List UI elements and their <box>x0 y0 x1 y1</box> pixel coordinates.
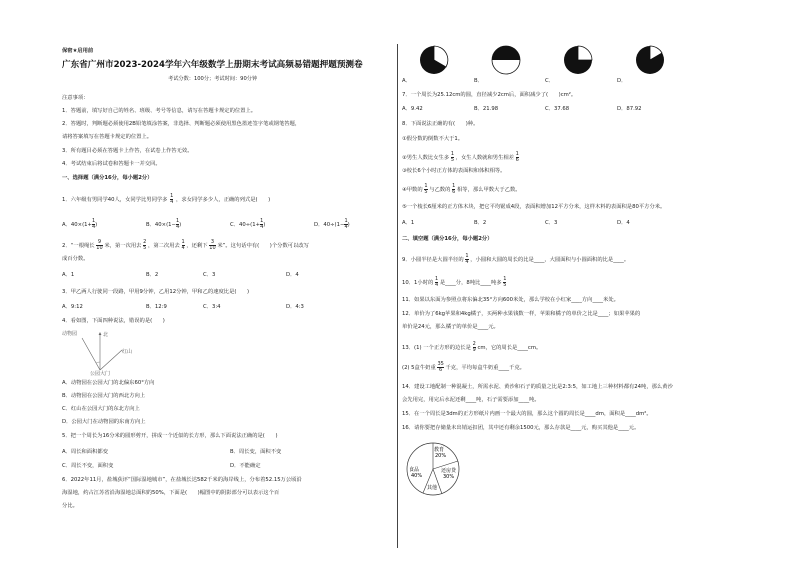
pie-option-b[interactable] <box>492 46 520 74</box>
q2-question: 2．“一根绳长 $\frac{9}{10}$ 米，第一次用去 $\frac{2}{5}$ ，第二次用去 $\frac{1}{4}$ ，还剩下 $\frac{3}{10}$ 米”。这句话中有( )个分数可以改写 <box>62 239 309 251</box>
q14-question: 14．建设工地配制一种混凝土，所需水泥、黄沙和石子的质量之比是2:3:5，如工地上三种材料都有24吨，那么黄沙 <box>402 384 673 390</box>
pie-label-food: 食品 <box>409 467 420 473</box>
q6-option-d[interactable]: D． <box>617 78 627 84</box>
page-divider <box>397 44 398 548</box>
q4-option-c[interactable]: C．红山在公园大门的东北方向上 <box>62 406 140 412</box>
q6-question-line3: 分比。 <box>62 503 78 509</box>
north-label: 北 <box>103 332 109 338</box>
q1-option-a[interactable]: A．40×(1+ $\frac{1}{4}$ ) <box>62 218 98 230</box>
q7-option-d[interactable]: D．87.92 <box>617 106 642 112</box>
q1-option-c[interactable]: C．40÷(1+ $\frac{1}{4}$ ) <box>230 218 266 230</box>
q1-question: 1．六年级有男同学40人，女同学比男同学多 $\frac{1}{4}$ ，求女同学多少人，正确的列式是( ) <box>62 193 271 205</box>
q5-option-b[interactable]: B．周长变，面积不变 <box>230 449 282 455</box>
q2-option-d[interactable]: D．4 <box>286 272 299 278</box>
q4-question: 4．看如图，下面四种说法，错误的是( ) <box>62 318 165 324</box>
q12-question-cont: 单价是24元，那么橘子的单价是____元。 <box>402 324 499 330</box>
q3-question: 3．甲乙两人行驶同一段路，甲用9分钟，乙用12分钟，甲和乙的速度比是( ) <box>62 289 250 295</box>
q8-item-3: ③校长6个小时正方体的表面积和体积相等。 <box>402 168 506 174</box>
pie-value-mortgage: 30% <box>443 474 455 480</box>
q1-option-b[interactable]: B．40×(1− $\frac{1}{4}$ ) <box>146 218 182 230</box>
note-line: 请将答案填写在答题卡规定的位置上。 <box>62 134 153 140</box>
q8-option-a[interactable]: A．1 <box>402 220 415 226</box>
q7-option-c[interactable]: C．37.68 <box>545 106 570 112</box>
zoo-direction-line <box>82 338 100 370</box>
page-title: 广东省广州市2023-2024学年六年级数学上册期末考试高频易错题押题预测卷 <box>62 60 363 70</box>
q10-question: 10．1小时的 $\frac{1}{4}$ 是____分，8吨比____吨多 $\frac{1}{5}$ <box>402 276 507 288</box>
mountain-label: 红山 <box>122 349 133 355</box>
q6-option-b[interactable]: B． <box>474 78 483 84</box>
pie-option-c[interactable] <box>564 46 592 74</box>
pie-option-d[interactable] <box>636 46 664 74</box>
secret-mark: 保密★启用前 <box>62 48 94 54</box>
q6-option-a[interactable]: A． <box>402 78 411 84</box>
q8-option-c[interactable]: C．3 <box>545 220 558 226</box>
pie-label-other: 其他 <box>427 485 438 491</box>
q16-question: 16．请你要把存储量未出销运扣团，其中还有剩余1500元，那么存款是____元，购买其他是____元。 <box>402 425 640 431</box>
fraction: $\frac{1}{4}$ <box>170 193 174 205</box>
q7-option-b[interactable]: B．21.98 <box>474 106 499 112</box>
mountain-direction-line <box>100 350 122 370</box>
q8-item-2: ②男生人数比女生多 $\frac{1}{5}$ ，女生人数就和男生相差 $\frac{1}{6}$ <box>402 151 519 163</box>
angle-arc <box>96 362 100 363</box>
q2-option-c[interactable]: C．3 <box>203 272 216 278</box>
q4-option-d[interactable]: D．公园大门在动物园的东南方向上 <box>62 419 146 425</box>
q3-option-c[interactable]: C．3:4 <box>203 304 221 310</box>
q8-option-b[interactable]: B．2 <box>474 220 487 226</box>
q4-direction-map <box>60 326 180 376</box>
q1-option-d[interactable]: D．40÷(1− $\frac{1}{4}$ ) <box>314 218 350 230</box>
north-arrow-icon <box>99 332 102 335</box>
q13-part2: (2) 5盒牛奶重 $\frac{35}{6}$ 千克，平均每盒牛奶重____千克。 <box>402 361 525 373</box>
q8-item-1: ①假分数的倒数不大于1。 <box>402 136 464 142</box>
q6-option-c[interactable]: C． <box>545 78 554 84</box>
note-line: 3．所有题目必须在答题卡上作答，在试卷上作答无效。 <box>62 148 193 154</box>
note-line: 1．答题前，填写好自己的姓名、班级、考号等信息，请写在答题卡规定的位置上。 <box>62 108 257 114</box>
q9-question: 9．小圆半径是大圆半径的 $\frac{1}{4}$ ，小圆和大圆的周长的比是____，大圆面积与小圆面积的比是____。 <box>402 253 630 265</box>
pie-value-education: 20% <box>435 453 447 459</box>
q6-pie-options <box>400 44 690 78</box>
q16-budget-pie <box>403 437 463 503</box>
q8-question: 8．下面说法正确的有( )种。 <box>402 121 479 127</box>
q13-part1: 13．(1) 一个正方形的边长是 $\frac{2}{9}$ cm，它的周长是____cm。 <box>402 341 542 353</box>
pie-label-education: 教育 <box>434 447 445 453</box>
pie-label-mortgage: 还房贷 <box>441 468 457 474</box>
q7-question: 7．一个周长为25.12cm的圆，直径减少2cm后，面积减少了( )cm²。 <box>402 92 577 98</box>
section2-heading: 二、填空题（满分16分，每小题2分） <box>402 236 493 242</box>
q8-item-5: ⑤一个棱长6厘米的正方体木块，把它平均锯成4段，表面积增加12平方分米，这样木料的表面积是80平方分米。 <box>402 204 666 210</box>
park-gate-label: 公园大门 <box>90 371 111 376</box>
q3-option-b[interactable]: B．12:9 <box>146 304 167 310</box>
q5-option-d[interactable]: D．不能确定 <box>230 463 261 469</box>
q5-option-a[interactable]: A．周长和面积都变 <box>62 449 108 455</box>
section1-heading: 一、选择题（满分16分，每小题2分） <box>62 175 153 181</box>
q2-question-cont: 成百分数。 <box>62 256 89 262</box>
q3-option-a[interactable]: A．9:12 <box>62 304 83 310</box>
q2-option-a[interactable]: A．1 <box>62 272 75 278</box>
q2-option-b[interactable]: B．2 <box>146 272 159 278</box>
zoo-label: 动物园 <box>62 331 78 337</box>
q11-question: 11．如果以东面为参照点将东偏北35°方向600米处，那么学校在小红家____方向____米处。 <box>402 297 619 303</box>
q12-question: 12．单价为了6kg苹果和4kg橘子，买两种水果钱数一样，苹果和橘子的单价之比是____；如果苹果的 <box>402 311 641 317</box>
note-line: 2．答题时，判断题必须使用2B铅笔填涂答案，非选择、判断题必须使用黑色墨迹签字笔或钢笔答题， <box>62 121 301 127</box>
q3-option-d[interactable]: D．4:3 <box>286 304 304 310</box>
q7-option-a[interactable]: A．9.42 <box>402 106 423 112</box>
q5-option-c[interactable]: C．周长不变，面积变 <box>62 463 114 469</box>
q5-question: 5．把一个周长为16分米的圆形剪开，拼成一个近似的长方形，那么下面说法正确的是( ) <box>62 433 278 439</box>
q14-question-cont: 会先用完，用完后水泥还剩____吨，石子需要添加____吨。 <box>402 397 540 403</box>
q15-question: 15．在一个周长是3dm的正方形纸片内画一个最大的圆，那么这个圆的周长是____dm，面积是____dm²。 <box>402 411 652 417</box>
q4-option-b[interactable]: B．动物园在公园大门的西北方向上 <box>62 393 146 399</box>
q8-item-4: ④甲数的 $\frac{1}{5}$ 与乙数的 $\frac{1}{6}$ 相等，那么甲数大于乙数。 <box>402 183 521 195</box>
q8-option-d[interactable]: D．4 <box>617 220 630 226</box>
q4-option-a[interactable]: A．动物园在公园大门的北偏东60°方向 <box>62 380 155 386</box>
q6-question-line2: 海湿地，约占江苏省沿海湿地总面积的50%，下面是( )幅图中的阴影部分可以表示这个百 <box>62 490 280 496</box>
notes-heading: 注意事项： <box>62 95 89 101</box>
q6-question-line1: 6．2022年11月，盐城获评“国际湿地城市”，在盐城长达582千米的海岸线上，分布着52.15万公顷沿 <box>62 477 302 483</box>
score-info: 考试分数：100分；考试时间：90分钟 <box>168 76 258 82</box>
pie-value-food: 40% <box>411 473 423 479</box>
note-line: 4．考试结束后将试卷和答题卡一并交回。 <box>62 161 161 167</box>
pie-option-a[interactable] <box>420 46 448 74</box>
